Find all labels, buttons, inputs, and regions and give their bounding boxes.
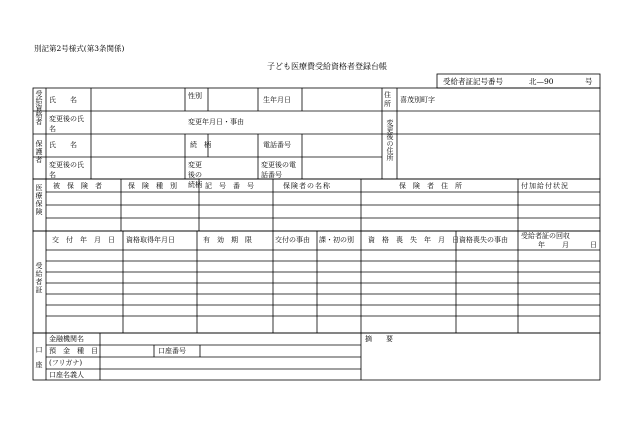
certificate-header-loss-reason: 資格喪失の事由 [459,236,508,244]
eligible-address-label: 住所 [384,91,391,109]
certificate-header-category: 課・初の別 [319,236,354,244]
certificate-header-acquired-date: 資格取得年月日 [126,236,175,244]
insurance-header-type: 保 険 種 別 [128,182,177,190]
certificate-return-day: 日 [590,241,597,249]
guardian-relation-label: 続 柄 [190,141,211,149]
eligible-dob-label: 生年月日 [263,96,291,104]
eligible-changed-address-label: 変更後の住所 [386,119,394,161]
eligible-changed-name-label: 変更後の氏 名 [49,115,98,134]
guardian-name-label: 氏 名 [49,141,77,149]
cert-no-label: 受給者証記号番号 [443,77,503,86]
bank-account-no-label: 口座番号 [158,347,186,355]
guardian-changed-relation-label: 変更後の続柄 [188,161,202,190]
certificate-header-issue-reason: 交付の事由 [275,236,310,244]
bank-summary-label: 摘 要 [365,335,393,343]
certificate-header-loss-date: 資 格 喪 失 年 月 日 [368,236,459,244]
form-label: 別記第2号様式(第3条関係) [34,44,125,53]
certificate-return-year: 年 [538,241,545,249]
bank-furigana-label: (フリガナ) [49,359,83,367]
insurance-header-symbol-number: 記 号 番 号 [205,182,254,190]
eligible-sex-label: 性別 [188,92,202,100]
cert-no-suffix: 号 [585,77,593,86]
certificate-return-month: 月 [562,241,569,249]
eligible-address-value: 喜茂別町字 [400,96,435,104]
insurance-header-additional-benefit: 付加給付状況 [521,182,569,190]
insurance-group-label: 医療保険 [35,184,43,216]
bank-group-label: 口座 [35,346,43,376]
guardian-changed-phone-label: 変更後の電話番号 [261,161,296,180]
insurance-header-insured: 被 保 険 者 [53,182,102,190]
certificate-header-return: 受給者証の回収 [521,232,570,240]
certificate-header-valid-until: 有 効 期 限 [203,236,252,244]
insurance-header-insurer-address: 保 険 者 住 所 [399,182,462,190]
eligible-name-label: 氏 名 [49,96,77,104]
eligible-group-label: 受給資格者 [35,90,43,125]
bank-holder-label: 口座名義人 [49,371,84,379]
certificate-header-issue-date: 交 付 年 月 日 [52,236,115,244]
page-title: 子ども医療費受給資格者登録台帳 [267,62,387,71]
bank-institution-label: 金融機関名 [49,335,84,343]
eligible-change-date-label: 変更年月日・事由 [188,118,244,126]
cert-no-value: 北—90 [529,77,554,86]
certificate-group-label: 受給者証 [35,262,43,294]
bank-deposit-type-label: 預 金 種 目 [49,347,98,355]
guardian-phone-label: 電話番号 [263,141,291,149]
guardian-group-label: 保護者 [35,140,43,164]
insurance-header-insurer-name: 保険者の名称 [283,182,331,190]
guardian-changed-name-label: 変更後の氏 名 [49,161,98,180]
